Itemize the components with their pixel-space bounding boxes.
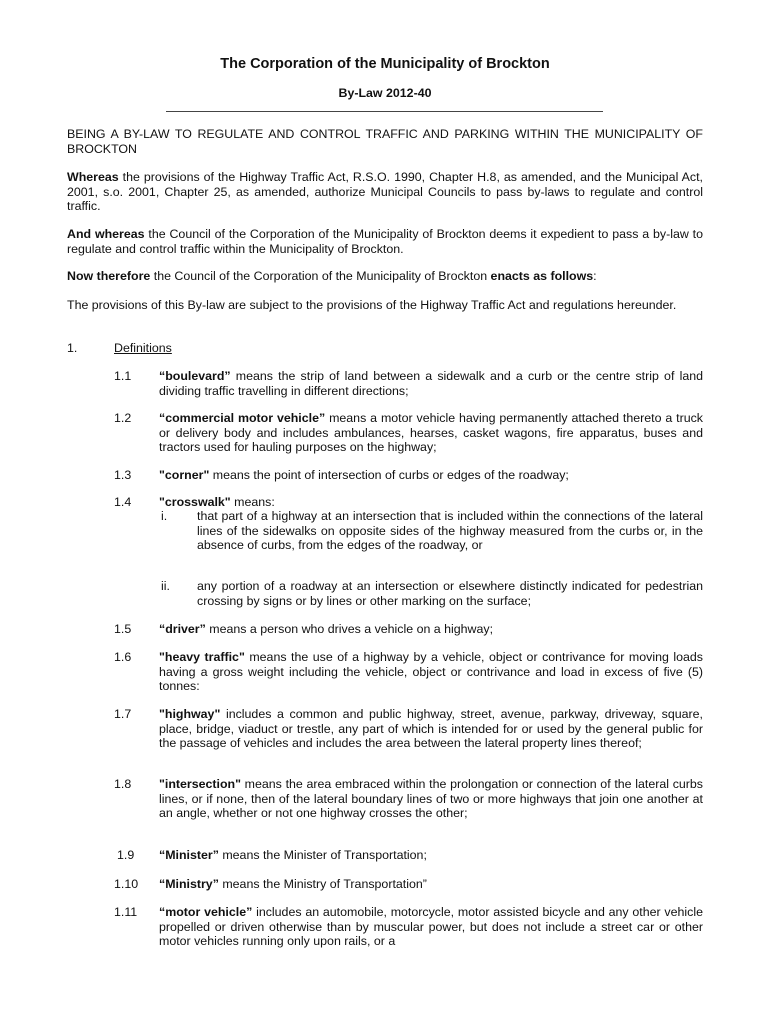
definition-item [159,905,703,949]
subitem-numeral: ii. [161,579,170,593]
definition-term: “motor vehicle” [159,905,253,919]
definition-term: “Minister” [159,848,219,862]
crosswalk-subitem [159,509,703,553]
now-therefore-paragraph [67,269,703,284]
definition-text: includes an automobile, motorcycle, motor assisted bicycle and any other vehicle propelled or driven otherwise than by muscular power, but does not include a street car or other motor vehicles running only upon rails, or a [159,905,703,949]
bylaw-purpose: BEING A BY-LAW TO REGULATE AND CONTROL TRAFFIC AND PARKING WITHIN THE MUNICIPALITY OF BROCKTON [67,127,703,156]
definition-number: 1.9 [117,848,135,862]
definition-text: includes a common and public highway, street, avenue, parkway, driveway, square, place, bridge, viaduct or trestle, any part of which is intended for or used by the general public for the passage of vehicles and includes the area between the lateral property lines thereof; [159,707,703,751]
definition-text: means the Minister of Transportation; [218,848,427,862]
now-tail: : [593,269,597,283]
bylaw-number: By-Law 2012-40 [338,86,432,100]
definition-term: "corner" [159,468,210,482]
definition-number: 1.7 [114,707,132,721]
definition-item [159,877,703,892]
definition-term: “Ministry” [159,877,219,891]
definition-number: 1.3 [114,468,132,482]
document-title: The Corporation of the Municipality of Brockton [220,56,550,72]
definition-number: 1.1 [114,369,132,383]
definition-term: “commercial motor vehicle” [159,411,326,425]
definition-term: "intersection" [159,777,241,791]
definition-text: means a person who drives a vehicle on a highway; [205,622,494,636]
title-divider [166,111,603,112]
definition-number: 1.6 [114,650,132,664]
subitem-text: that part of a highway at an intersection that is included within the connections of the lateral lines of the sidewalks on opposite sides of the highway measured from the curbs or, in the absence of curbs, from the edges of the roadway, or [197,509,703,553]
definition-item [159,495,703,510]
and-whereas-paragraph [67,227,703,256]
definition-text: means the use of a highway by a vehicle, object or contrivance for moving loads having a gross weight including the vehicle, object or contrivance and load in excess of five (5) tonnes: [159,650,703,694]
whereas-text: the provisions of the Highway Traffic Act, R.S.O. 1990, Chapter H.8, as amended, and the Municipal Act, 2001, s.o. 2001, Chapter 25, as amended, authorize Municipal Councils to pass by-laws to regulate and control traffic. [67,170,703,214]
subitem-numeral: i. [161,509,168,523]
whereas-lead: Whereas [67,170,119,184]
and-whereas-text: the Council of the Corporation of the Municipality of Brockton deems it expedient to pass a by-law to regulate and control traffic within the Municipality of Brockton. [67,227,703,256]
and-whereas-lead: And whereas [67,227,145,241]
section-title: Definitions [114,341,172,355]
definition-text: means the point of intersection of curbs or edges of the roadway; [209,468,569,482]
definition-number: 1.11 [114,905,138,919]
whereas-paragraph [67,170,703,214]
definition-term: “driver” [159,622,206,636]
now-bold-end: enacts as follows [490,269,594,283]
definition-number: 1.5 [114,622,132,636]
definition-text: means the Ministry of Transportation” [218,877,427,891]
definition-text: means the area embraced within the prolongation or connection of the lateral curbs lines, or if none, then of the lateral boundary lines of two or more highways that join one another at an angle, whether or not one highway crosses the other; [159,777,703,821]
definition-item [159,650,703,694]
crosswalk-subitem [159,579,703,608]
definition-term: “boulevard” [159,369,231,383]
definition-number: 1.2 [114,411,132,425]
definition-text: means a motor vehicle having permanently attached thereto a truck or delivery body and includes ambulances, hearses, casket wagons, fire apparatus, buses and tractors used for hauling purposes on the highway; [159,411,703,455]
section-number: 1. [67,341,78,355]
definition-text: means the strip of land between a sidewalk and a curb or the centre strip of land dividing traffic travelling in different directions; [159,369,703,398]
definition-item [159,707,703,751]
definition-item [159,468,703,483]
definition-number: 1.8 [114,777,132,791]
definition-term: "crosswalk" [159,495,231,509]
now-text: the Council of the Corporation of the Municipality of Brockton [150,269,491,283]
definition-term: "heavy traffic" [159,650,245,664]
definition-item [159,777,703,821]
definition-item [159,369,703,398]
definition-number: 1.10 [114,877,139,891]
now-lead: Now therefore [67,269,151,283]
provisions-paragraph: The provisions of this By-law are subject to the provisions of the Highway Traffic Act and regulations hereunder. [67,298,677,312]
subitem-text: any portion of a roadway at an intersection or elsewhere distinctly indicated for pedestrian crossing by signs or by lines or other marking on the surface; [197,579,703,608]
definition-text: means: [230,495,275,509]
definition-item [159,848,703,863]
definition-term: "highway" [159,707,221,721]
definition-number: 1.4 [114,495,132,509]
definition-item [159,622,703,637]
definition-item [159,411,703,455]
